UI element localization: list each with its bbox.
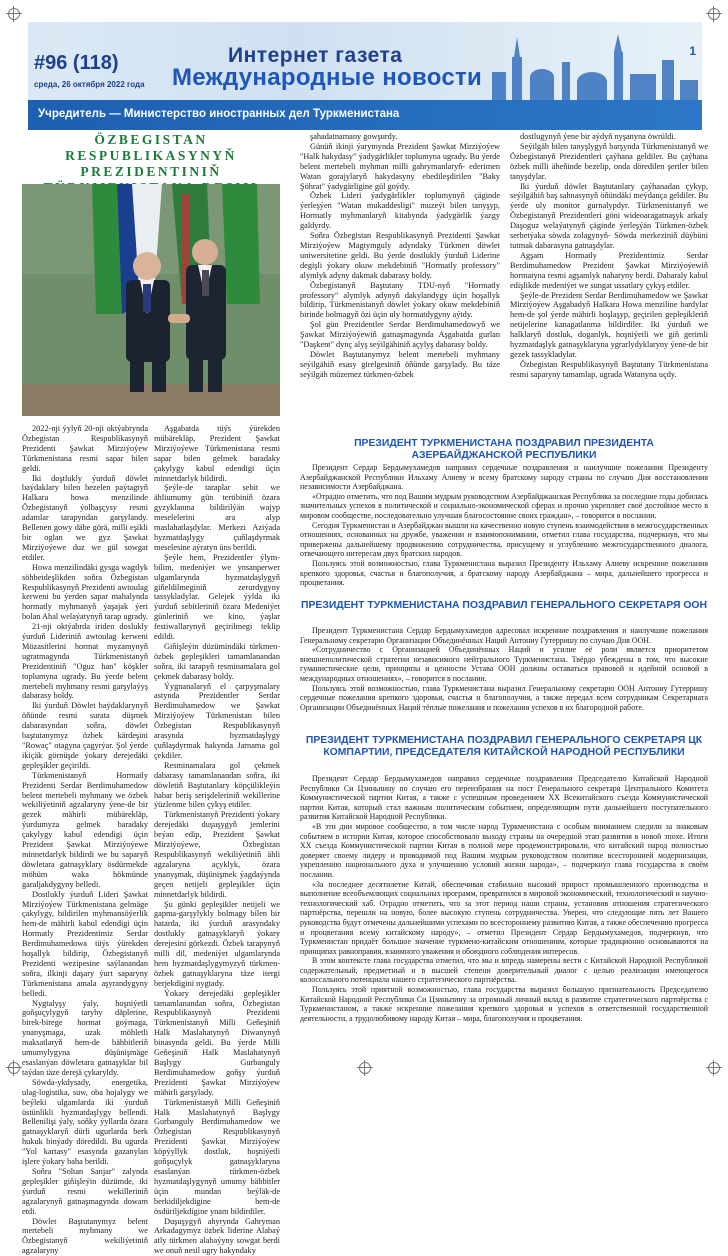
paragraph: Soňra Özbegistan Respublikasynyň Prezidenti Şawkat Mirziýoýew Magtymguly adyndaky Türkmen döwlet uniwersitetine geldi. Bu ýerde dostlukly ýurduň Liderine degişli ýokary okuw mekdebiniň "Hormatly professory" alymlyk adyny dakmak dabarasy boldy. [300, 231, 500, 281]
paragraph: Özbegistanyň Baştutany TDU-nyň "Hormatly professory" alymlyk adynyň dakylandygy üçin hoşallyk bildirip, Türkmenistanyň döwlet ýokary okuw mekdebiniň birinde bolmagyň özi üçin uly hormatdygyny aýtdy. [300, 281, 500, 321]
paragraph: Ýygnanalaryň el çarpyşmalary astynda Prezidentler Serdar Berdimuhamedow we Şawkat Mirziýoýew Türkmenistan bilen Özbegistan Respublikasynyň arasynda hyzmatdaşlygy çuňlaşdyrmak hakynda Jarnama gol çekdiler. [154, 682, 280, 761]
paragraph: «Отрадно отметить, что под Вашим мудрым руководством Азербайджанская Республика за последние годы добилась значительных успехов в политической и социально-экономической сферах и прочно укрепляет своё достойное место в мировом сообществе, последовательно улучшая благосостояние своих граждан», – говорится в послании. [300, 492, 708, 521]
paragraph: Resminamalara gol çekmek dabarasy tamamlanandan soňra, iki döwletiň Baştutanlary köpçülikleýin habar beriş serişdeleriniň wekillerine ýüzlenme bilen çykyş etdiler. [154, 761, 280, 811]
paragraph: Özbek Lideri ýadygärlikler toplumynyň çäginde ýerleşýen "Watan mukaddesligi" muzeýi bilen tanyşyp, Hormatly myhmanlaryň kitabynda ýadygärlik ýazgy galdyrdy. [300, 191, 500, 231]
paragraph: Türkmenistanyň Milli Geňeşiniň Halk Maslahatynyň Başlygy Gurbanguly Berdimuhamedow we Özbegistan Respublikasynyň Prezidenti Şawkat Mirziýoýew köpýyllyk dostluk, hoşniýetli goňşuçylyk gatnaşyklaryna esaslanýan türkmen-özbek hyzmatdaşlygynyň umumy bähbitler üçin mundan beýläk-de berkidiljekdigine hem-de ösdüriljekdigine ynam bildirdiler. [154, 1098, 280, 1217]
paragraph: Iki ýurduň döwlet Baştutanlary çaýhanadan çykyp, seýilgähiň baş sahnasynyň öňündäki meýdança geldiler. Bu ýerde uly monitor gurnalypdyr. Türkmenistanyň we Özbegistanyň Prezidentleri göni wideoaragatnaşyk arkaly Daşoguz welaýatynyň çäginde ýerleşýän Türkmen-özbek serhetýaka söwda zolagynyň- Söwda merkeziniň düýbüni tutmak dabarasyna gatnaşdylar. [510, 182, 708, 251]
news-headline-china: ПРЕЗИДЕНТ ТУРКМЕНИСТАНА ПОЗДРАВИЛ ГЕНЕРАЛЬНОГО СЕКРЕТАРЯ ЦК КОМПАРТИИ, ПРЕДСЕДАТЕЛЯ КИТАЙСКОЙ НАРОДНОЙ РЕСПУБЛИКИ [300, 735, 708, 759]
paragraph: Şu günki gepleşikler netijeli we gapma-garşylykly bolmagy bilen bir hatarda, iki ýurduň arasyndaky dostlukly gatnaşyklaryň ýokary derejesini görkezdi. Özbek tarapynyň milli dil, medeniýet ulgamlarynda hem hyzmatdaşlygymyzyň türkmen-özbek gatnaşyklaryna täze itergi berjekdigini nygtady. [154, 900, 280, 989]
paragraph: Пользуясь этой возможностью, глава Туркменистана выразил Генеральному секретарю ООН Антониу Гутерришу сердечные пожелания крепкого здоровья, счастья и благополучия, а также передал всем сотрудникам Секретариата Организации Объединённых Наций тёплые пожелания и пожелания успехов в их благородной работе. [300, 684, 708, 713]
paragraph: Seýilgäh bilen tanyşlygyň barşynda Türkmenistanyň we Özbegistanyň Prezidentleri çaýhana geldiler. Bu çaýhana özbek milli äheňinde bezelip, onda döredilen şertler bilen tanyşdylar. [510, 142, 708, 182]
newspaper-subtitle: Международные новости [172, 64, 482, 92]
paragraph: Döwlet Baştutanymyz belent mertebeli myhmany we Özbegistanyň wekiliýetiniň agzalaryny [22, 1217, 148, 1256]
paragraph: Şeýle-de Prezident Serdar Berdimuhamedow we Şawkat Mirziýoýew Aşgabadyň Halkara Howa menziline bardylar hem-de şol ýerde mähirli hoşlaşyp, geçirilen gepleşikleriň netijelerine kanagatlanma bildirdiler. Iki ýurduň we halklaryň dostluk, doganlyk, hoşniýetli we giň gerimli hyzmatdaşlyk gatnaşyklaryna ygrarlydyklaryny ýene-de bir gezek tassykladylar. [510, 291, 708, 360]
paragraph: Duşuşygyň ahyrynda Gahryman Arkadagymyz özbek liderine Alabaý atly türkmen alabaýyny sowgat berdi we onuň nesil ugry hakyndaky [154, 1217, 280, 1256]
paragraph: 21-nji oktýabrda iriden doslukly ýurduň Lideriniň awtoulag kerweni Mözasitlerini hormat myzamynyň ugratmagynda Türkmenistanyň Prezidentiniň "Oguz han" köşkler toplumyna ugrady. Bu ýerde belent mertebeli myhmany resmi garşylaýyş dabarasy boldy. [22, 622, 148, 701]
issue-number: #96 (118) [34, 52, 119, 75]
paragraph: Şeýle hem, Prezidentler ýlym-bilim, medeniýet we ynsanperwer ulgamlarynda hyzmatdaşlygyň giňeldilmeginiň zerurdygyny tassykladylar. Gelejek ýylda iki ýurduň sebitleriniň özara Medeniýet günleriniň we kino, ýaşlar festiwallarynyň geçirilmegi teklip edildi. [154, 553, 280, 642]
news-text-azerbaijan [300, 463, 708, 595]
news-text-china [300, 774, 708, 1064]
article-headline: ÖZBEGISTAN RESPUBLIKASYNYŇ PREZIDENTINIŇ [22, 132, 280, 212]
paragraph: «За последнее десятилетие Китай, обеспечивая стабильно высокий прирост промышленного производства и выполнение всеобъемлющих социальных программ, превратился в мировой экономический, технологический и научно-технологический хаб. Отрадно отметить, что за этот период наши страны, установив отношения стратегического партнёрства, перешли на новую, более высокую ступень сотрудничества. Уверен, что следующие пять лет Вашего руководства будут отмечены дальнейшими успехами по всестороннему развитию Китая, а также обеспечению прогресса и процветания всему китайскому народу», – отметил Президент Сердар Бердымухамедов, подчеркнув, что Туркменистан придаёт большое значение туркмено-китайским отношениям, которые традиционно основываются на принципах равноправия, взаимного уважения и обоюдного соблюдения интересов. [300, 880, 708, 957]
paragraph: «В эти дни мировое сообщество, в том числе народ Туркменистана с особым вниманием следили за знаковым событием в истории Китая, которое способствовало выходу страны на очередной этап развития в новой эпохе. Итоги XX съезда Коммунистической партии Китая в полной мере продемонстрировали, что китайский народ полностью доверяет своему лидеру и проводимой под Вашим мудрым руководством политике всесторонней модернизации, укреплению национального духа и улучшению условий жизни народа», – подчеркнул глава государства в своём послании. [300, 822, 708, 880]
paragraph: Söwda-ykdysady, energetika, ulag-logistika, suw, oba hojalygy we beýleki ulgamlarda iki ýurduň üstünlikli hyzmatdaşlygy bellendi. Bellenilişi ýaly, soňky ýyllarda özara gatnaşyklaryň dürli ugurlarda berk hukuk binýady döredildi. Bu ugurda "Yol kartasy" esasynda gazanylan işlere ýokary baha berildi. [22, 1078, 148, 1167]
registration-mark-icon [8, 8, 20, 20]
paragraph: «Сотрудничество с Организацией Объединённых Наций и усилие её роли является приоритетом внешнеполитической стратегии независимого нейтрального Туркменистана. Твёрдо убеждены в том, что высокие гуманистические цели, принципы и ценности Устава ООН должны оставаться правовой и идейной основой в международных отношениях», – говорится в послании. [300, 645, 708, 683]
paragraph: Türkmenistanyň Prezidenti ýokary derejedäki duşuşygyň jemlerini beýan edip, Prezident Şawkat Mirziýoýewe, Özbegistan Respublikasynyň wekiliýetiniň ähli agzalaryna açyklyk, özara ynanyşmak, düşünişmek ýagdaýynda geçen netijeli gepleşikler üçin minnetdarlyk bildirdi. [154, 810, 280, 899]
paragraph: dostlugynyň ýene bir aýdyň nyşanyna öwrüldi. [510, 132, 708, 142]
issue-box [28, 30, 146, 100]
paragraph: Ýokary derejedäki gepleşikler tamamlanandan soňra, Özbegistan Respublikasynyň Prezidenti Türkmenistanyň Milli Geňeşiniň Halk Maslahatynyň Diwanynyň binasynda geldi. Bu ýerde Milli Geňeşiniň Halk Maslahatynyň Başlygy Gurbanguly Berdimuhamedow goňşy ýurduň Prezidenti Şawkat Mirziýoýew mähirli garşylady. [154, 989, 280, 1098]
registration-mark-icon [8, 1062, 20, 1074]
paragraph: Nygtalyşy ýaly, hoşniýetli goňşuçylygyň taryhy däplerine, birek-birege hormat goýmaga, ynanyşmaga, uzak möhletli maksatlaryň hem-de bähbitleriň umumylygyna düşünişmäge esaslanýan döwletara gatnaşyklar bil taýdan täze derejä çykaryldy. [22, 999, 148, 1078]
paragraph: Özbegistan Respublikasynyň Baştutany Türkmenistana resmi saparyny tamamlap, ugrada Watanyna uçdy. [510, 360, 708, 380]
paragraph: Пользуясь этой возможностью, глава Туркменистана выразил Президенту Ильхаму Алиеву искренние пожелания крепкого здоровья, счастья и благополучия, а братскому народу Азербайджана – мира, дальнейшего прогресса и процветания. [300, 559, 708, 588]
paragraph: Dostlukly ýurduň Lideri Şawkat Mirziýoýew Türkmenistana gelmäge çakylygy, bildirilen myhmansöýerlik hem-de mähirli kabul edendigi üçin Hormatly Prezidentimiz Serdar Berdimuhamedowa tüýs ýürekden hoşallyk bildirip, Özbegistanyň Prezidenti wezipesine saýlanandan soňra, ilkinji daşary ýurt saparyny Türkmenistana amala aşyrandygyny belledi. [22, 890, 148, 999]
newspaper-title: Интернет газета [228, 44, 403, 68]
founder-text: Учредитель — Министерство иностранных дел Туркменистана [38, 108, 399, 120]
paragraph: В этом контексте глава государства отметил, что мы и впредь намерены вести с Китайской Народной Республикой содержательный, предметный и в высшей степени доверительный диалог с целью реализации имеющегося колоссального потенциала нашего стратегического партнёрства. [300, 956, 708, 985]
article-column-3 [300, 132, 500, 432]
paragraph: Пользуясь этой приятной возможностью, глава государства выразил большую признательность Председателю Китайской Народной Республики Си Цзиньпину за огромный личный вклад в развитие стратегического партнёрства с Туркменистаном, а также искренние пожелания крепкого здоровья и успехов в ответственной государственной деятельности, а трудолюбивому народу Китая – мира, благополучия и процветания. [300, 985, 708, 1023]
news-headline-azerbaijan: ПРЕЗИДЕНТ ТУРКМЕНИСТАНА ПОЗДРАВИЛ ПРЕЗИДЕНТА АЗЕРБАЙДЖАНСКОЙ РЕСПУБЛИКИ [300, 438, 708, 462]
paragraph: Günüň ikinji ýarymynda Prezident Şawkat Mirziýoýew "Halk hakydasy" ýadygärlikler toplumyna ugrady. Bu ýerde belent mertebeli myhman milli gahrymanlaryň- ederimen Watan gorajylaryň hakydasyny ebedileşdirilen "Baky Şöhrat" ýadygärligine gül goýdy. [300, 142, 500, 192]
paragraph: Iki doştlukly ýurduň döwlet baýdaklary bilen bezelen paýtagtyň Halkara howa menzilinde Özbegistanyň ýolbaşçysy resmi adamlar tarapyndan garşylandy. Bellenen gowy däbe görä, milli eşikli bir oglan we gyz Şawkat Mirziýoýewe duz we gül sowgat etdiler. [22, 474, 148, 563]
page-number: 1 [689, 44, 696, 58]
article-column-4 [510, 132, 708, 432]
paragraph: şahadatnamany gowşurdy. [300, 132, 500, 142]
article-column-2 [154, 424, 280, 1064]
news-headline-un: ПРЕЗИДЕНТ ТУРКМЕНИСТАНА ПОЗДРАВИЛ ГЕНЕРАЛЬНОГО СЕКРЕТАРЯ ООН [300, 600, 708, 612]
registration-mark-icon [708, 8, 720, 20]
paragraph: Президент Сердар Бердымухамедов направил сердечные поздравления и наилучшие пожелания Президенту Азербайджанской Республики Ильхаму Алиеву и всему братскому народу страны по случаю Дня восстановления независимости Азербайджана. [300, 463, 708, 492]
paragraph: Aşgabatda tüýs ýürekden mübärekläp, Prezident Şawkat Mirziýoýewe Türkmenistana resmi sapar bilen gelmek baradaky çakylygy kabul edendigi üçin minnetdarlyk bildirdi. [154, 424, 280, 483]
registration-mark-icon [708, 1062, 720, 1074]
paragraph: Сегодня Туркменистан и Азербайджан вышли на качественно новую ступень взаимодействия в межгосударственных отношениях, основанных на дружбе, уважении и взаимопонимании, отметил глава государства, подчеркнув, что мы привержены дальнейшему продвижению сотрудничества, присущему и углублению межгосударственного диалога, отвечающего интересам двух братских народов. [300, 521, 708, 559]
issue-date: среда, 26 октября 2022 года [34, 80, 145, 89]
paragraph: Şol gün Prezidentler Serdar Berdimuhamedowyň we Şawkat Mirziýoýewiň gatnaşmagynda Aşgabatda gurlan "Daşkent" dynç alyş seýilgähiniň açylyş dabarasy boldy. [300, 320, 500, 350]
article-photo [22, 184, 280, 416]
paragraph: Iki ýurduň Döwlet baýdaklarynyň öňünde resmi surata düşmek dabarasyndan soňra, döwlet baştutanymyz özbek kärdeşini "Rowaç" otagyna çagyrýar. Şol ýerde ikiçäk görnüşde ýokary derejedäki gepleşikler geçirildi. [22, 701, 148, 770]
paragraph: Türkmenistanyň Hormatly Prezidenti Serdar Berdimuhamedow belent mertebeli myhmany we özbek wekiliýetiniň agzalaryny ýene-de bir gezek mähirli mübärekläp, ýurdumyza gelmek baradaky çakylygy kabul edendigi üçin Prezident Şawkat Mirziýoýewe minnetdarlyk bildirdi we bu saparyň döwletara gatnaşyklary ösdürmekde möhüm waka hökmünde garaljakdygyny belledi. [22, 771, 148, 890]
paragraph: Президент Туркменистана Сердар Бердымухамедов адресовал искренние поздравления и наилучшие пожелания Генеральному секретарю Организации Объединённых Наций Антониу Гутерришу по случаю Дня ООН. [300, 626, 708, 645]
paragraph: Giňişleýin düzümindäki türkmen-özbek gepleşikleri tamamlanandan soňra, iki tarapyň resminamalara gol çekmek dabarasy boldy. [154, 642, 280, 682]
paragraph: Agşam Hormatly Prezidentimiz Serdar Berdimuhamedow Prezident Şawkat Mirziýoýewiň hormatyna resmi agşamlyk naharyny berdi. Dabaraly kabul edişlikde medeniýet we sungat ussatlary çykyş etdiler. [510, 251, 708, 291]
paragraph: Şeýle-de taraplar sebit we ähliumumy gün tertibiniň özara gyzyklanma bildirilýän wajyp meselelerini ara alyp maslahatlaşdylar. Merkezi Aziýada hyzmatdaşlygy çuňlaşdyrmak meselesine aýratyn üns berildi. [154, 483, 280, 552]
news-text-un [300, 626, 708, 731]
paragraph: 2022-nji ýylyň 20-nji oktýabrynda Özbegistan Respublikasynyň Prezidenti Şawkat Mirziýoýew Türkmenistana resmi sapar bilen geldi. [22, 424, 148, 474]
paragraph: Howa menzilindäki gysga wagtlyk söhbetdeşlikden soňra Özbegistan Respublikasynyň Prezidenti awtoulag kerweni bu ýerden sapar mahalynda hormatly myhmanyň ýaşajak ýeri bolan Ahal welaýatynyň tarap ugrady. [22, 563, 148, 622]
paragraph: Döwlet Baştutanymyz belent mertebeli myhmany seýilgähiň esasy girelgesiniň öňünde garşylady. Bu täze seýilgäh müzemez türkmen-özbek [300, 350, 500, 380]
paragraph: Soňra "Soltan Sanjar" zalynda gepleşikler giňişleýin düzümde, iki ýurduň resmi wekilleriniň agzalarynyň gatnaşmagynda dowam etdi. [22, 1167, 148, 1217]
article-column-1 [22, 424, 148, 1064]
paragraph: Президент Сердар Бердымухамедов направил сердечные поздравления Председателю Китайской Народной Республики Си Цзиньпину по случаю его переизбрания на пост Генерального секретаря Центрального Комитета Коммунистической партии Китая, а также с успешным проведением XX Всекитайского съезда Коммунистической партии Китая, который стал важным политическим событием, определяющим пути дальнейшего поступательного развития Китайской Народной Республики. [300, 774, 708, 822]
